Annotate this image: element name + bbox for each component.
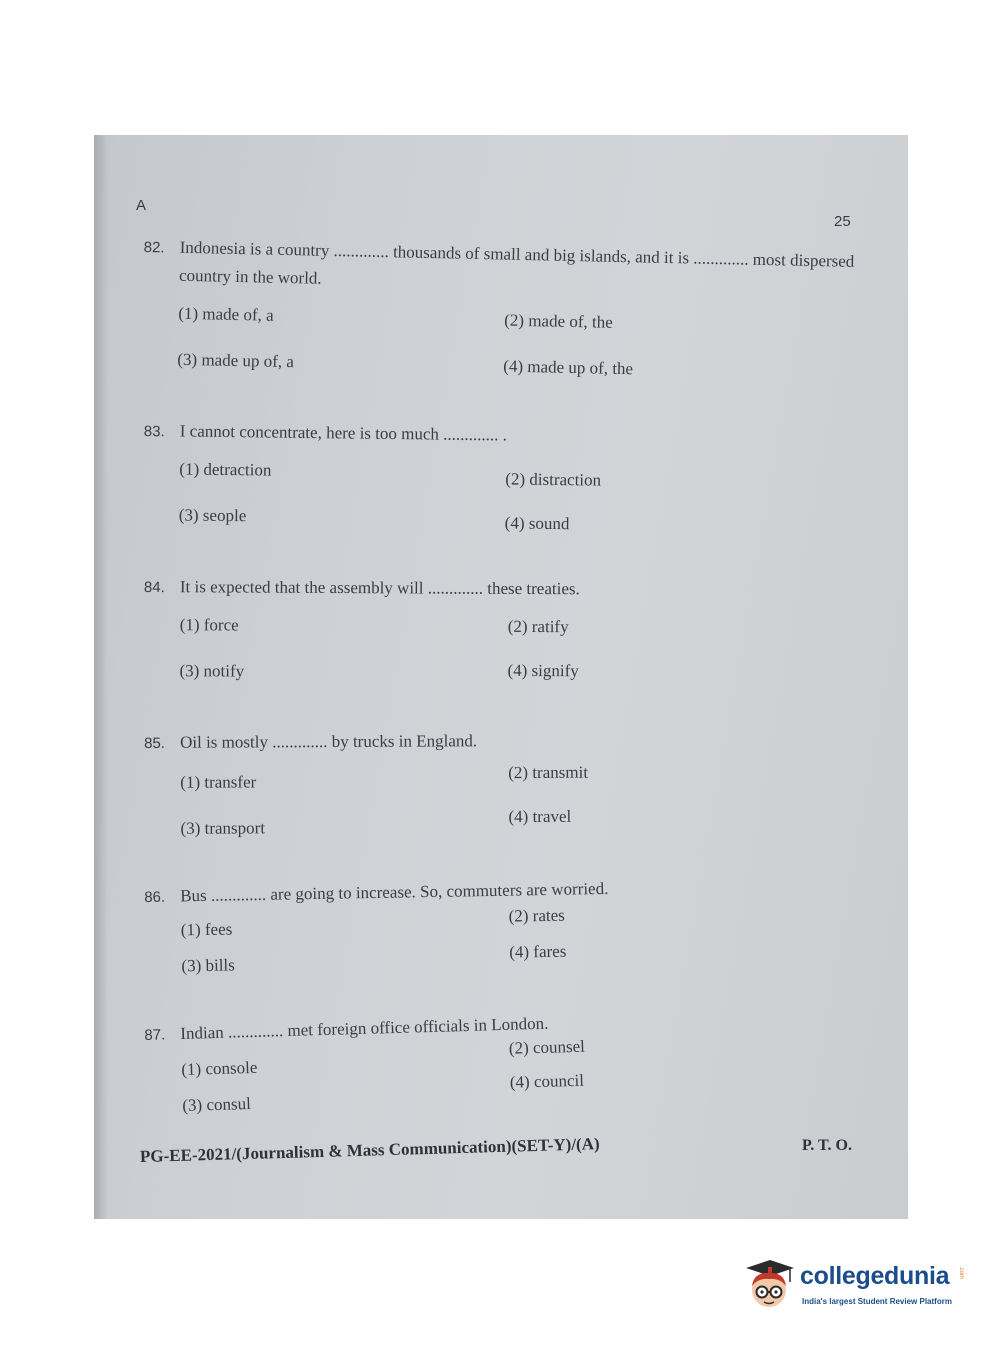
- question-text: Oil is mostly ............. by trucks in England.: [180, 731, 478, 752]
- option-1[interactable]: (1) force: [179, 615, 239, 635]
- option-4[interactable]: (4) made up of, the: [503, 356, 634, 379]
- page-number: 25: [834, 213, 851, 230]
- option-1[interactable]: (1) made of, a: [178, 303, 274, 325]
- option-3[interactable]: (3) consul: [182, 1094, 252, 1115]
- brand-dotcom: .com: [958, 1266, 964, 1280]
- brand-tagline: India's largest Student Review Platform: [802, 1297, 952, 1306]
- question-number: 84.: [143, 578, 165, 597]
- option-2[interactable]: (2) ratify: [507, 616, 569, 637]
- question-text: It is expected that the assembly will ............. these treaties.: [179, 577, 580, 599]
- question-number: 82.: [143, 238, 165, 257]
- question-86: [144, 870, 866, 981]
- page-turn-note: P. T. O.: [802, 1137, 852, 1154]
- option-1[interactable]: (1) console: [181, 1057, 258, 1079]
- option-3[interactable]: (3) transport: [180, 818, 266, 838]
- options: [180, 762, 780, 851]
- option-1[interactable]: (1) detraction: [179, 459, 272, 480]
- question-number: 85.: [144, 734, 165, 752]
- brand-name: collegedunia: [800, 1262, 950, 1290]
- question-text: Indian ............. met foreign office officials in London.: [180, 1013, 549, 1043]
- options: [179, 615, 779, 698]
- question-number: 87.: [144, 1026, 166, 1044]
- option-2[interactable]: (2) made of, the: [504, 310, 614, 332]
- exam-code-footer: PG-EE-2021/(Journalism & Mass Communication)(SET-Y)/(A): [139, 1134, 600, 1166]
- question-text: Bus ............. are going to increase. So, commuters are worried.: [180, 878, 609, 906]
- set-label: A: [136, 197, 147, 214]
- options: [179, 459, 780, 546]
- question-text: Indonesia is a country ............. thousands of small and big islands, and it is ............. most dispersed country in the world.: [178, 237, 855, 288]
- options: [177, 304, 779, 397]
- option-3[interactable]: (3) made up of, a: [177, 349, 295, 372]
- question-text: I cannot concentrate, here is too much ............. .: [179, 421, 508, 445]
- option-2[interactable]: (2) counsel: [508, 1036, 586, 1058]
- option-2[interactable]: (2) distraction: [505, 469, 602, 490]
- options: [181, 906, 782, 980]
- scanned-page-photo: [94, 135, 908, 1219]
- option-4[interactable]: (4) sound: [504, 513, 570, 534]
- options: [181, 1037, 783, 1118]
- question-85: [144, 725, 865, 851]
- question-84: [143, 573, 864, 699]
- option-4[interactable]: (4) signify: [507, 660, 579, 681]
- question-number: 83.: [143, 422, 165, 441]
- option-1[interactable]: (1) transfer: [180, 772, 257, 792]
- option-4[interactable]: (4) council: [509, 1070, 585, 1092]
- option-2[interactable]: (2) rates: [508, 905, 565, 926]
- question-83: [143, 417, 864, 548]
- option-1[interactable]: (1) fees: [180, 919, 233, 940]
- question-82: [141, 233, 864, 398]
- question-sheet: [94, 135, 908, 1219]
- question-87: [144, 1001, 866, 1119]
- option-4[interactable]: (4) travel: [508, 806, 572, 827]
- question-number: 86.: [144, 888, 166, 906]
- option-4[interactable]: (4) fares: [509, 941, 567, 962]
- option-3[interactable]: (3) notify: [179, 661, 245, 681]
- collegedunia-brand: [740, 1250, 970, 1330]
- option-3[interactable]: (3) bills: [181, 955, 235, 976]
- option-3[interactable]: (3) seople: [178, 505, 247, 526]
- mascot-logo-icon: [740, 1254, 798, 1312]
- option-2[interactable]: (2) transmit: [508, 762, 589, 783]
